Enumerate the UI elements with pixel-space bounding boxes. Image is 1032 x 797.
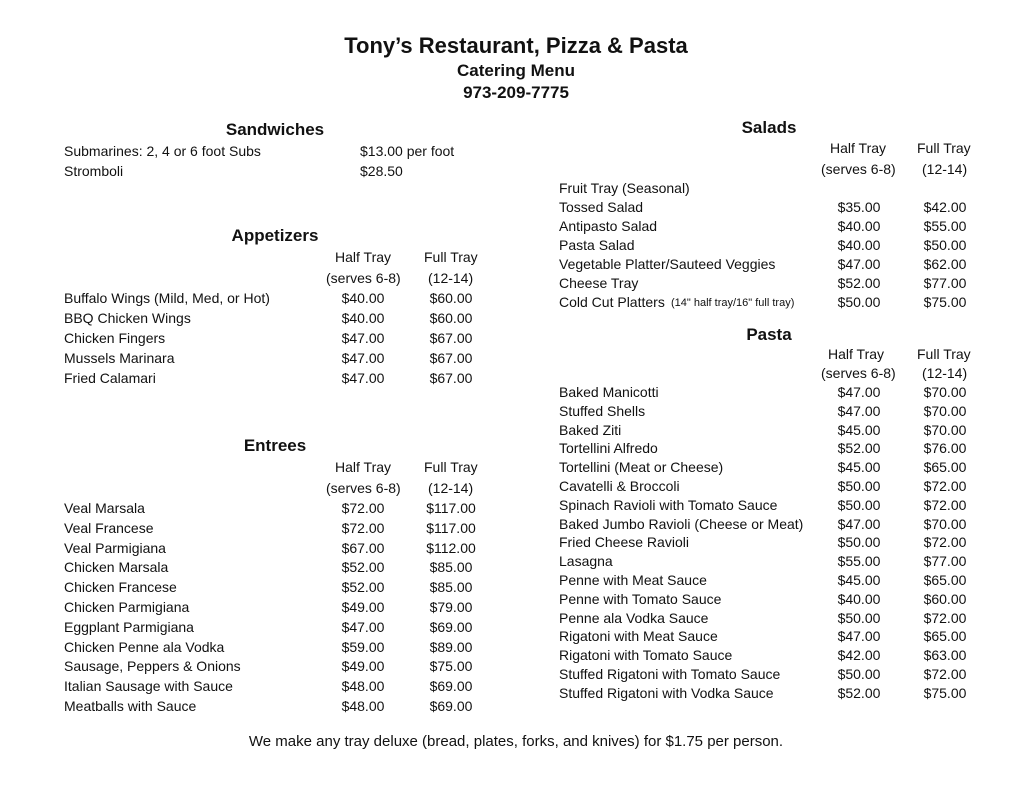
entrees-item-name: Veal Francese: [64, 519, 154, 536]
pasta-row: [559, 589, 979, 609]
appetizers-row: [64, 348, 484, 368]
appetizers-item-name: Fried Calamari: [64, 370, 156, 386]
entrees-item-name: Sausage, Peppers & Onions: [64, 658, 241, 675]
appetizers-item-name: Chicken Fingers: [64, 330, 166, 346]
appetizers-item-half-price: $47.00: [341, 330, 385, 346]
appetizers-item-name: Mussels Marinara: [64, 350, 175, 366]
entrees-item-name: Eggplant Parmigiana: [64, 618, 194, 635]
appetizers-row: [64, 288, 484, 308]
pasta-item-half-price: $47.00: [837, 384, 881, 400]
pasta-item-full-price: $72.00: [923, 666, 967, 682]
salads-item-half-price: $35.00: [837, 199, 881, 215]
restaurant-title: Tony’s Restaurant, Pizza & Pasta: [344, 33, 688, 58]
salads-row: [559, 254, 979, 274]
entrees-row: [64, 577, 484, 597]
pasta-item-half-price: $50.00: [837, 609, 881, 626]
pasta-item-name: Baked Manicotti: [559, 384, 659, 400]
pasta-item-name: Lasagna: [559, 553, 613, 570]
entrees-item-half-price: $48.00: [341, 698, 385, 714]
entrees-item-full-price: $117.00: [426, 500, 476, 516]
sandwiches-row: [64, 141, 484, 161]
pasta-item-half-price: $47.00: [837, 628, 881, 645]
salads-row: [559, 178, 979, 198]
entrees-full-serves: (12-14): [428, 480, 474, 496]
pasta-item-name: Stuffed Rigatoni with Vodka Sauce: [559, 684, 774, 701]
pasta-item-name: Stuffed Rigatoni with Tomato Sauce: [559, 666, 781, 682]
sandwiches-item-price: $28.50: [360, 163, 403, 179]
pasta-row: [559, 551, 979, 571]
appetizers-item-full-price: $67.00: [429, 370, 473, 386]
salads-full-header: Full Tray: [917, 140, 971, 156]
entrees-item-half-price: $72.00: [341, 519, 385, 536]
entrees-item-half-price: $48.00: [341, 678, 385, 695]
pasta-row: [559, 476, 979, 496]
pasta-item-full-price: $65.00: [923, 572, 967, 588]
deluxe-note: We make any tray deluxe (bread, plates, forks, and knives) for $1.75 per person.: [248, 733, 784, 750]
pasta-half-serves: (serves 6-8): [821, 365, 896, 381]
pasta-row: [559, 608, 979, 628]
pasta-item-half-price: $52.00: [837, 440, 881, 457]
salads-item-full-price: $50.00: [923, 237, 967, 253]
appetizers-item-half-price: $40.00: [341, 310, 385, 326]
pasta-item-name: Rigatoni with Tomato Sauce: [559, 647, 733, 664]
pasta-row: [559, 626, 979, 646]
pasta-row: [559, 570, 979, 590]
entrees-item-name: Italian Sausage with Sauce: [64, 678, 233, 695]
salads-item-full-price: $55.00: [923, 218, 967, 234]
entrees-row: [64, 696, 484, 716]
entrees-item-half-price: $72.00: [341, 500, 385, 516]
entrees-item-name: Chicken Francese: [64, 579, 177, 596]
entrees-item-name: Meatballs with Sauce: [64, 698, 197, 714]
pasta-item-name: Tortellini (Meat or Cheese): [559, 459, 724, 476]
entrees-item-half-price: $47.00: [341, 618, 385, 635]
salads-row: [559, 216, 979, 236]
appetizers-full-serves: (12-14): [428, 270, 474, 286]
entrees-row: [64, 617, 484, 637]
pasta-item-name: Cavatelli & Broccoli: [559, 478, 680, 494]
sandwiches-row: [64, 161, 484, 181]
entrees-half-header: Half Tray: [335, 459, 392, 475]
entrees-item-full-price: $69.00: [429, 698, 473, 714]
entrees-item-full-price: $117.00: [426, 519, 476, 536]
salads-item-full-price: $42.00: [923, 199, 967, 215]
entrees-item-name: Veal Marsala: [64, 500, 145, 516]
pasta-item-half-price: $55.00: [837, 553, 881, 570]
pasta-item-name: Penne with Meat Sauce: [559, 572, 707, 588]
entrees-item-half-price: $67.00: [341, 539, 385, 556]
appetizers-row: [64, 328, 484, 348]
pasta-item-name: Stuffed Shells: [559, 402, 646, 419]
pasta-item-full-price: $72.00: [923, 609, 967, 626]
salads-item-name: Tossed Salad: [559, 199, 644, 215]
appetizers-item-name: Buffalo Wings (Mild, Med, or Hot): [64, 290, 270, 306]
salads-row: [559, 292, 979, 312]
pasta-item-name: Tortellini Alfredo: [559, 440, 658, 457]
sandwiches-item-name: Stromboli: [64, 163, 124, 179]
appetizers-title: Appetizers: [231, 226, 319, 245]
salads-item-name: Pasta Salad: [559, 237, 635, 253]
pasta-row: [559, 457, 979, 477]
pasta-item-full-price: $72.00: [923, 534, 967, 551]
pasta-item-half-price: $50.00: [837, 666, 881, 682]
entrees-item-name: Veal Parmigiana: [64, 539, 166, 556]
appetizers-item-name: BBQ Chicken Wings: [64, 310, 191, 326]
pasta-row: [559, 514, 979, 534]
entrees-item-full-price: $85.00: [429, 579, 473, 596]
salads-item-name: Antipasto Salad: [559, 218, 658, 234]
pasta-half-header: Half Tray: [828, 346, 885, 362]
salads-item-name: Fruit Tray (Seasonal): [559, 180, 690, 196]
pasta-item-half-price: $47.00: [837, 402, 881, 419]
entrees-item-name: Chicken Penne ala Vodka: [64, 638, 225, 655]
pasta-item-name: Penne with Tomato Sauce: [559, 590, 722, 607]
entrees-item-full-price: $112.00: [426, 539, 476, 556]
pasta-row: [559, 645, 979, 665]
entrees-row: [64, 656, 484, 676]
entrees-item-name: Chicken Marsala: [64, 559, 169, 576]
salads-row: [559, 235, 979, 255]
pasta-item-full-price: $76.00: [923, 440, 967, 457]
pasta-item-full-price: $70.00: [923, 402, 967, 419]
pasta-row: [559, 532, 979, 552]
entrees-row: [64, 518, 484, 538]
pasta-item-half-price: $42.00: [837, 647, 881, 664]
appetizers-item-full-price: $60.00: [429, 290, 473, 306]
salads-item-half-price: $47.00: [837, 256, 881, 272]
salads-half-header: Half Tray: [830, 140, 887, 156]
phone-number: 973-209-7775: [463, 83, 569, 102]
pasta-full-header: Full Tray: [917, 346, 971, 362]
salads-item-half-price: $50.00: [837, 294, 881, 310]
pasta-row: [559, 420, 979, 440]
salads-item-full-price: $62.00: [923, 256, 967, 272]
sandwiches-item-price: $13.00 per foot: [360, 143, 455, 159]
entrees-half-serves: (serves 6-8): [326, 480, 401, 496]
salads-item-full-price: $75.00: [923, 294, 967, 310]
entrees-full-header: Full Tray: [424, 459, 478, 475]
pasta-item-half-price: $40.00: [837, 590, 881, 607]
pasta-item-full-price: $72.00: [923, 496, 967, 513]
entrees-item-half-price: $52.00: [341, 559, 385, 576]
pasta-item-full-price: $77.00: [923, 553, 967, 570]
salads-full-serves: (12-14): [922, 161, 968, 177]
pasta-item-name: Baked Jumbo Ravioli (Cheese or Meat): [559, 515, 804, 532]
pasta-item-full-price: $63.00: [923, 647, 967, 664]
salads-row: [559, 273, 979, 293]
salads-item-note: (14" half tray/16" full tray): [671, 297, 795, 309]
entrees-item-full-price: $79.00: [429, 599, 473, 615]
entrees-item-full-price: $69.00: [429, 678, 473, 695]
entrees-item-full-price: $69.00: [429, 618, 473, 635]
pasta-item-half-price: $50.00: [837, 496, 881, 513]
pasta-row: [559, 438, 979, 458]
salads-item-name: Vegetable Platter/Sauteed Veggies: [559, 256, 776, 272]
salads-title: Salads: [741, 118, 797, 137]
appetizers-item-full-price: $60.00: [429, 310, 473, 326]
appetizers-half-serves: (serves 6-8): [326, 270, 401, 286]
menu-header: [0, 32, 1032, 104]
pasta-item-full-price: $72.00: [923, 478, 967, 494]
salads-item-name: Cold Cut Platters: [559, 294, 665, 310]
entrees-item-half-price: $49.00: [341, 658, 385, 675]
pasta-item-half-price: $45.00: [837, 421, 881, 438]
appetizers-item-full-price: $67.00: [429, 350, 473, 366]
pasta-row: [559, 683, 979, 703]
salads-item-full-price: $77.00: [923, 275, 967, 291]
appetizers-item-half-price: $47.00: [341, 350, 385, 366]
pasta-item-full-price: $65.00: [923, 459, 967, 476]
appetizers-item-half-price: $40.00: [341, 290, 385, 306]
pasta-item-full-price: $70.00: [923, 515, 967, 532]
menu-subtitle: Catering Menu: [456, 61, 576, 80]
pasta-item-half-price: $52.00: [837, 684, 881, 701]
entrees-item-full-price: $85.00: [429, 559, 473, 576]
entrees-row: [64, 637, 484, 657]
pasta-item-name: Baked Ziti: [559, 421, 622, 438]
entrees-row: [64, 557, 484, 577]
entrees-row: [64, 538, 484, 558]
salads-half-serves: (serves 6-8): [821, 161, 896, 177]
salads-item-name: Cheese Tray: [559, 275, 639, 291]
pasta-row: [559, 664, 979, 684]
appetizers-full-header: Full Tray: [424, 249, 478, 265]
pasta-item-half-price: $50.00: [837, 478, 881, 494]
entrees-item-half-price: $52.00: [341, 579, 385, 596]
pasta-title: Pasta: [746, 325, 792, 344]
pasta-item-name: Penne ala Vodka Sauce: [559, 609, 709, 626]
entrees-row: [64, 676, 484, 696]
salads-row: [559, 197, 979, 217]
entrees-item-full-price: $89.00: [429, 638, 473, 655]
pasta-item-full-price: $70.00: [923, 421, 967, 438]
appetizers-item-full-price: $67.00: [429, 330, 473, 346]
pasta-item-full-price: $60.00: [923, 590, 967, 607]
appetizers-row: [64, 368, 484, 388]
salads-item-half-price: $52.00: [837, 275, 881, 291]
pasta-item-name: Spinach Ravioli with Tomato Sauce: [559, 496, 778, 513]
pasta-item-half-price: $45.00: [837, 572, 881, 588]
pasta-row: [559, 401, 979, 421]
entrees-item-full-price: $75.00: [429, 658, 473, 675]
appetizers-half-header: Half Tray: [335, 249, 392, 265]
entrees-title: Entrees: [243, 436, 307, 455]
pasta-item-name: Fried Cheese Ravioli: [559, 534, 689, 551]
appetizers-item-half-price: $47.00: [341, 370, 385, 386]
pasta-item-full-price: $65.00: [923, 628, 967, 645]
pasta-item-half-price: $47.00: [837, 515, 881, 532]
pasta-row: [559, 382, 979, 402]
appetizers-row: [64, 308, 484, 328]
entrees-item-half-price: $49.00: [341, 599, 385, 615]
pasta-item-name: Rigatoni with Meat Sauce: [559, 628, 718, 645]
pasta-item-full-price: $70.00: [923, 384, 967, 400]
pasta-item-half-price: $50.00: [837, 534, 881, 551]
sandwiches-title: Sandwiches: [225, 120, 325, 139]
entrees-item-name: Chicken Parmigiana: [64, 599, 190, 615]
salads-item-half-price: $40.00: [837, 218, 881, 234]
salads-item-half-price: $40.00: [837, 237, 881, 253]
sandwiches-item-name: Submarines: 2, 4 or 6 foot Subs: [64, 143, 261, 159]
entrees-row: [64, 498, 484, 518]
entrees-row: [64, 597, 484, 617]
pasta-full-serves: (12-14): [922, 365, 968, 381]
pasta-item-full-price: $75.00: [923, 684, 967, 701]
pasta-row: [559, 495, 979, 515]
entrees-item-half-price: $59.00: [341, 638, 385, 655]
pasta-item-half-price: $45.00: [837, 459, 881, 476]
